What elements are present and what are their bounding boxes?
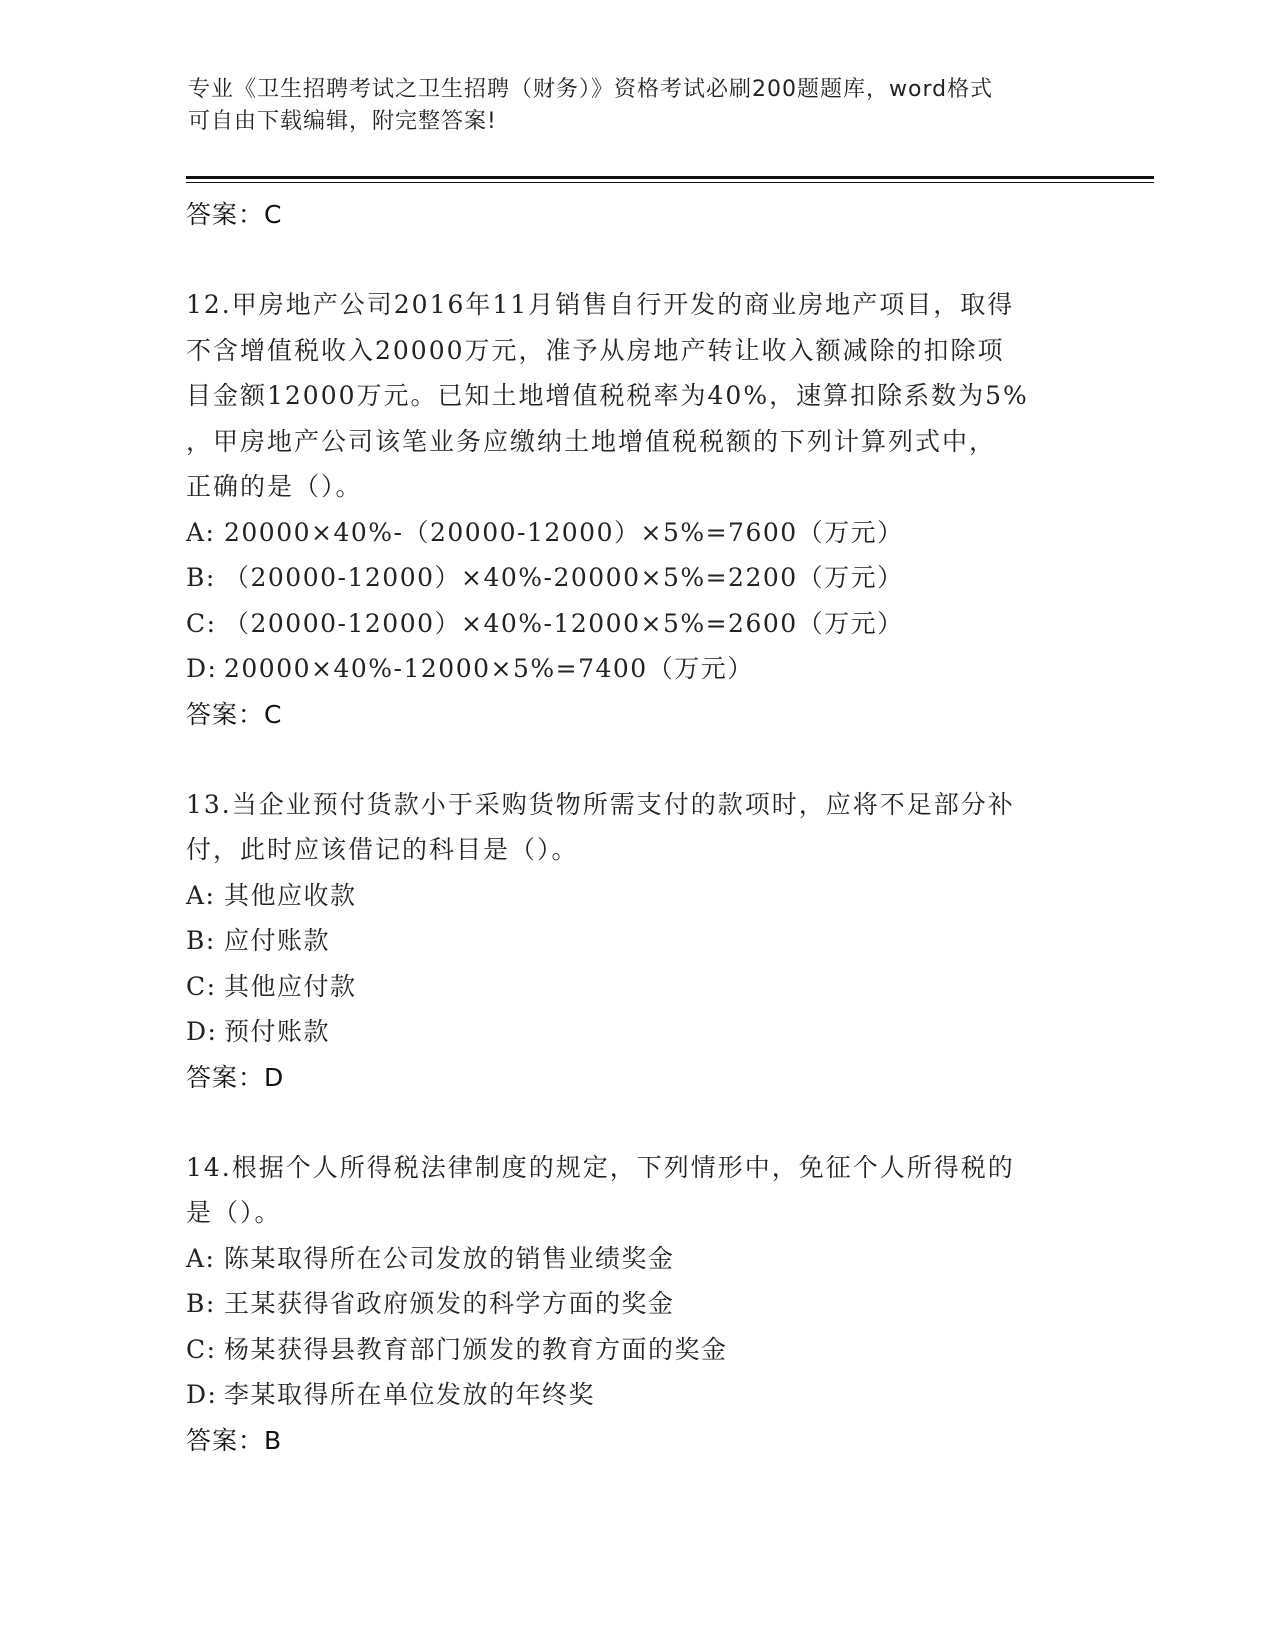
- questions-container: [186, 282, 1086, 1464]
- question-block: [186, 782, 1086, 1101]
- answer-option: [186, 918, 1086, 964]
- option-text: 其他应付款: [224, 971, 357, 1001]
- answer-option: [186, 1281, 1086, 1327]
- question-stem-line: 是（）。: [186, 1198, 282, 1227]
- option-letter: C:: [186, 971, 217, 1001]
- option-text: （20000-12000）×40%-12000×5%=2600（万元）: [224, 608, 904, 638]
- option-letter: D:: [186, 1017, 218, 1046]
- answer-option: [186, 1009, 1086, 1055]
- option-text: 其他应收款: [224, 880, 357, 910]
- option-text: 预付账款: [224, 1017, 331, 1046]
- question-block: [186, 282, 1086, 738]
- answer-key: 答案：D: [186, 1062, 285, 1092]
- question-stem: [186, 1145, 1086, 1236]
- previous-answer: 答案：C: [186, 200, 283, 229]
- header-rule-thick: [186, 176, 1154, 179]
- option-letter: D:: [186, 1380, 218, 1409]
- question-list: [186, 192, 1086, 1464]
- header-line-1: 专业《卫生招聘考试之卫生招聘（财务）》资格考试必刷200题题库，word格式: [188, 77, 994, 102]
- option-text: 应付账款: [224, 926, 331, 955]
- question-stem-line: 付，此时应该借记的科目是（）。: [186, 835, 579, 864]
- option-text: 20000×40%-（20000-12000）×5%=7600（万元）: [224, 517, 904, 547]
- question-stem: [186, 782, 1086, 873]
- option-letter: B:: [186, 926, 216, 955]
- question-stem-line: 正确的是（）。: [186, 472, 363, 501]
- page-header: [188, 74, 1068, 138]
- answer-option: [186, 646, 1086, 692]
- option-text: （20000-12000）×40%-20000×5%=2200（万元）: [224, 563, 904, 592]
- question-stem-line: 12.甲房地产公司2016年11月销售自行开发的商业房地产项目，取得: [186, 290, 1015, 319]
- option-letter: B:: [186, 1289, 216, 1318]
- option-letter: C:: [186, 1334, 217, 1364]
- option-letter: A:: [186, 880, 216, 910]
- answer-option: [186, 555, 1086, 601]
- answer-option: [186, 964, 1086, 1010]
- question-stem-line: 13.当企业预付货款小于采购货物所需支付的款项时，应将不足部分补: [186, 789, 1015, 819]
- question-stem-line: ，甲房地产公司该笔业务应缴纳土地增值税税额的下列计算列式中，: [186, 426, 997, 456]
- option-text: 王某获得省政府颁发的科学方面的奖金: [224, 1289, 675, 1318]
- answer-option: [186, 510, 1086, 556]
- header-rule-thin: [186, 182, 1154, 183]
- option-letter: A:: [186, 1243, 216, 1273]
- option-text: 陈某取得所在公司发放的销售业绩奖金: [224, 1243, 675, 1273]
- question-stem: [186, 282, 1086, 510]
- answer-option: [186, 1327, 1086, 1373]
- option-letter: D:: [186, 654, 218, 683]
- option-letter: B:: [186, 563, 216, 592]
- option-text: 杨某获得县教育部门颁发的教育方面的奖金: [224, 1334, 728, 1364]
- answer-option: [186, 873, 1086, 919]
- question-stem-line: 目金额12000万元。已知土地增值税税率为40%，速算扣除系数为5%: [186, 381, 1029, 410]
- header-line-2: 可自由下载编辑，附完整答案!: [188, 109, 497, 134]
- option-text: 李某取得所在单位发放的年终奖: [224, 1380, 596, 1409]
- answer-option: [186, 1236, 1086, 1282]
- option-letter: C:: [186, 608, 217, 638]
- answer-key: 答案：C: [186, 699, 283, 729]
- question-stem-line: 14.根据个人所得税法律制度的规定，下列情形中，免征个人所得税的: [186, 1152, 1015, 1182]
- question-block: [186, 1145, 1086, 1464]
- option-text: 20000×40%-12000×5%=7400（万元）: [224, 654, 754, 683]
- answer-option: [186, 1372, 1086, 1418]
- answer-key: 答案：B: [186, 1425, 283, 1455]
- question-stem-line: 不含增值税收入20000万元，准予从房地产转让收入额减除的扣除项: [186, 335, 1005, 365]
- answer-option: [186, 601, 1086, 647]
- option-letter: A:: [186, 517, 216, 547]
